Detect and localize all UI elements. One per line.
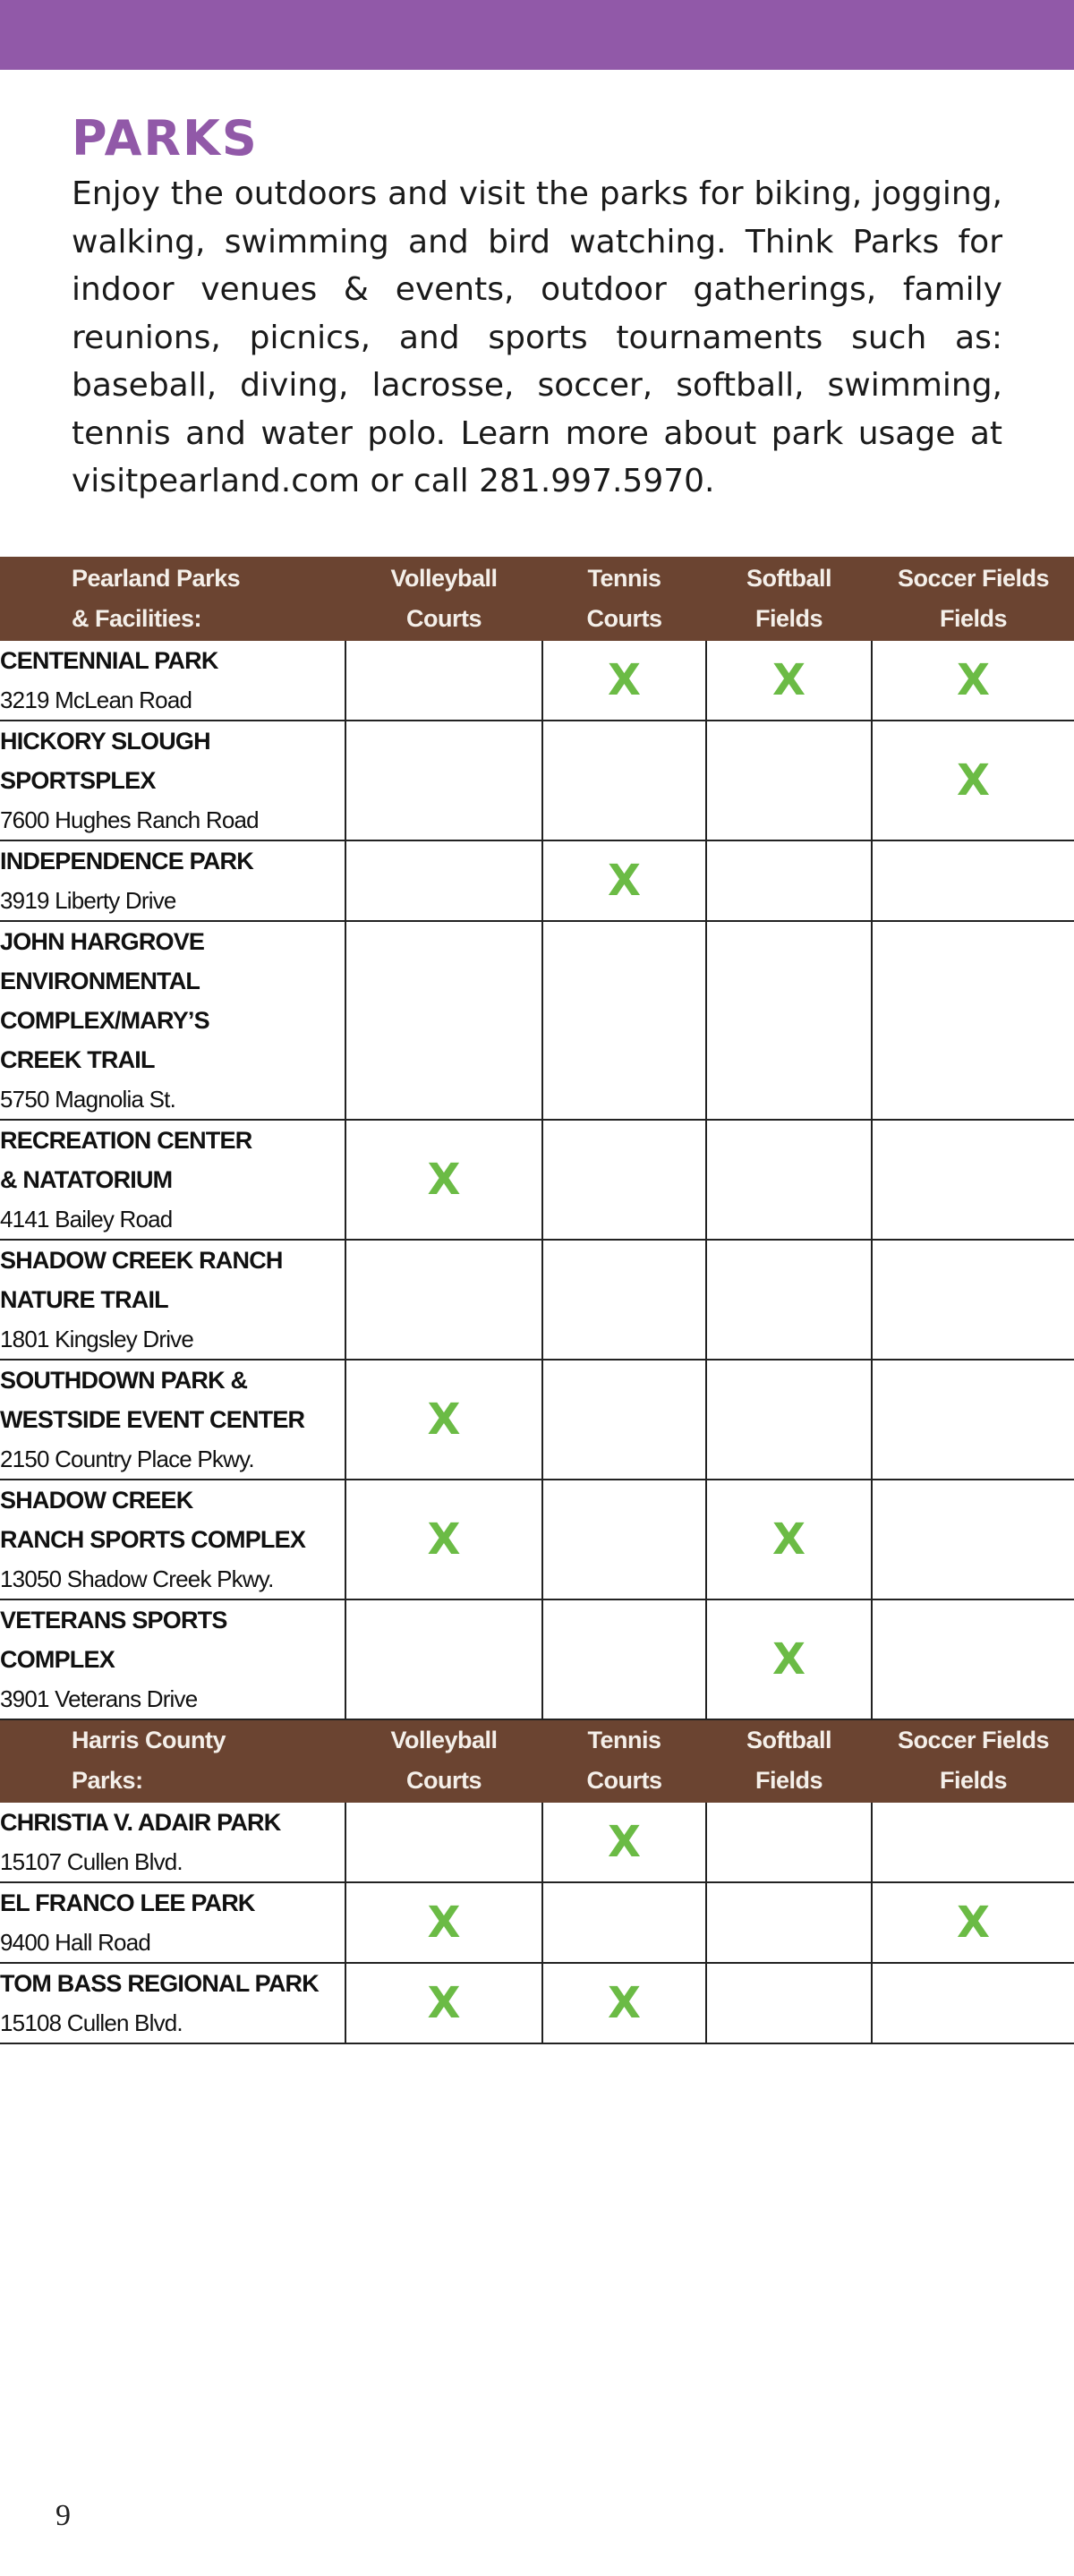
group-heading xyxy=(0,1719,345,1802)
park-row xyxy=(0,1480,1074,1599)
group-heading-line1: Harris County xyxy=(72,1727,226,1753)
park-row xyxy=(0,921,1074,1120)
column-header-line2: Fields xyxy=(754,1767,823,1794)
column-header-line1: Volleyball xyxy=(390,1727,498,1753)
column-header-line1: Soccer Fields xyxy=(897,1727,1050,1753)
park-name: INDEPENDENCE PARK xyxy=(0,848,253,874)
column-header-line2: Fields xyxy=(754,605,823,632)
column-header xyxy=(345,1719,542,1802)
park-address: 1801 Kingsley Drive xyxy=(0,1326,194,1352)
facility-check-mark: X xyxy=(427,1155,461,1205)
facility-cell xyxy=(542,1360,706,1480)
facility-cell xyxy=(345,1802,542,1882)
top-color-bar xyxy=(0,0,1074,70)
column-header-line1: Soccer Fields xyxy=(897,565,1050,592)
park-cell xyxy=(0,721,345,840)
facility-cell xyxy=(542,921,706,1120)
column-header xyxy=(706,558,872,640)
park-row xyxy=(0,1120,1074,1240)
column-header xyxy=(542,558,706,640)
park-name: ENVIRONMENTAL xyxy=(0,968,200,994)
facility-check-mark: X xyxy=(427,1978,461,2028)
park-address: 15107 Cullen Blvd. xyxy=(0,1848,183,1875)
park-address: 15108 Cullen Blvd. xyxy=(0,2009,183,2036)
facility-cell xyxy=(872,1802,1074,1882)
park-address: 3901 Veterans Drive xyxy=(0,1685,198,1712)
facility-cell xyxy=(872,1120,1074,1240)
column-header xyxy=(872,1719,1074,1802)
facility-check-mark: X xyxy=(607,856,641,906)
park-address: 13050 Shadow Creek Pkwy. xyxy=(0,1565,274,1592)
park-address: 9400 Hall Road xyxy=(0,1929,151,1956)
facility-cell xyxy=(542,1240,706,1360)
facility-check-mark: X xyxy=(607,655,641,705)
group-heading xyxy=(0,558,345,640)
column-header-line2: Fields xyxy=(939,605,1008,632)
facility-cell xyxy=(872,840,1074,921)
park-address: 5750 Magnolia St. xyxy=(0,1086,175,1113)
column-header-line2: Courts xyxy=(586,605,662,632)
park-address: 3919 Liberty Drive xyxy=(0,887,176,914)
facility-cell xyxy=(542,721,706,840)
facility-cell xyxy=(542,840,706,921)
facility-cell xyxy=(706,1360,872,1480)
facility-cell xyxy=(542,1599,706,1719)
facility-cell xyxy=(345,640,542,721)
facility-check-mark: X xyxy=(427,1898,461,1948)
column-header-line1: Tennis xyxy=(587,1727,661,1753)
column-header-line2: Courts xyxy=(406,1767,482,1794)
facility-cell xyxy=(872,721,1074,840)
park-row xyxy=(0,1802,1074,1882)
park-row xyxy=(0,1360,1074,1480)
facility-cell xyxy=(542,1480,706,1599)
park-name: WESTSIDE EVENT CENTER xyxy=(0,1406,305,1433)
park-name: SHADOW CREEK RANCH xyxy=(0,1247,283,1274)
facility-cell xyxy=(345,1120,542,1240)
park-row xyxy=(0,1599,1074,1719)
column-header-line2: Fields xyxy=(939,1767,1008,1794)
park-name: SHADOW CREEK xyxy=(0,1487,193,1514)
park-name: CREEK TRAIL xyxy=(0,1046,155,1073)
park-cell xyxy=(0,1360,345,1480)
park-name: RANCH SPORTS COMPLEX xyxy=(0,1526,306,1553)
column-header xyxy=(872,558,1074,640)
facility-cell xyxy=(706,1480,872,1599)
park-row xyxy=(0,1882,1074,1963)
facility-cell xyxy=(345,1480,542,1599)
facility-check-mark: X xyxy=(956,1898,990,1948)
park-cell xyxy=(0,1963,345,2043)
column-header-line1: Softball xyxy=(746,565,831,592)
facility-check-mark: X xyxy=(956,655,990,705)
park-name: TOM BASS REGIONAL PARK xyxy=(0,1970,319,1997)
park-cell xyxy=(0,1599,345,1719)
facility-cell xyxy=(542,1120,706,1240)
facility-check-mark: X xyxy=(607,1817,641,1867)
column-header-line1: Volleyball xyxy=(390,565,498,592)
facility-cell xyxy=(345,1963,542,2043)
facility-cell xyxy=(706,1120,872,1240)
park-name: CHRISTIA V. ADAIR PARK xyxy=(0,1809,281,1836)
park-address: 2150 Country Place Pkwy. xyxy=(0,1446,254,1472)
column-header xyxy=(542,1719,706,1802)
park-name: VETERANS SPORTS COMPLEX xyxy=(0,1607,227,1673)
park-name: RECREATION CENTER xyxy=(0,1127,252,1154)
park-cell xyxy=(0,1240,345,1360)
facility-cell xyxy=(872,1599,1074,1719)
facility-check-mark: X xyxy=(771,655,806,705)
park-row xyxy=(0,1963,1074,2043)
facility-cell xyxy=(345,1599,542,1719)
facility-cell xyxy=(345,1360,542,1480)
facility-cell xyxy=(706,721,872,840)
facility-cell xyxy=(542,1882,706,1963)
facility-cell xyxy=(872,1480,1074,1599)
park-cell xyxy=(0,1480,345,1599)
park-address: 3219 McLean Road xyxy=(0,687,192,713)
park-address: 7600 Hughes Ranch Road xyxy=(0,806,259,833)
park-name: COMPLEX/MARY’S xyxy=(0,1007,209,1034)
column-header xyxy=(345,558,542,640)
park-name: NATURE TRAIL xyxy=(0,1286,168,1313)
facility-cell xyxy=(872,1963,1074,2043)
park-name: HICKORY SLOUGH SPORTSPLEX xyxy=(0,728,210,794)
column-header-line2: Courts xyxy=(406,605,482,632)
facility-cell xyxy=(345,721,542,840)
group-heading-line1: Pearland Parks xyxy=(72,565,241,592)
park-name: & NATATORIUM xyxy=(0,1166,173,1193)
column-header-line2: Courts xyxy=(586,1767,662,1794)
facility-cell xyxy=(345,1882,542,1963)
intro-paragraph: Enjoy the outdoors and visit the parks for biking, jogging, walking, swimming and bird watching. Think Parks for indoor venues & events, outdoor gatherings, family reunions, picnics, and sports tournaments such as: baseball, diving, lacrosse, soccer, softball, swimming, tennis and water polo. Learn more about park usage at visitpearland.com or call 281.997.5970. xyxy=(72,175,1002,499)
facility-cell xyxy=(542,1802,706,1882)
facility-check-mark: X xyxy=(771,1514,806,1565)
facility-cell xyxy=(706,840,872,921)
facility-cell xyxy=(542,640,706,721)
park-row xyxy=(0,840,1074,921)
park-cell xyxy=(0,1802,345,1882)
park-cell xyxy=(0,1120,345,1240)
facility-cell xyxy=(872,640,1074,721)
facility-check-mark: X xyxy=(771,1634,806,1685)
page-title: PARKS xyxy=(72,110,259,166)
park-name: SOUTHDOWN PARK & xyxy=(0,1367,248,1394)
column-header-line1: Tennis xyxy=(587,565,661,592)
facility-cell xyxy=(706,921,872,1120)
park-cell xyxy=(0,1882,345,1963)
park-row xyxy=(0,721,1074,840)
facility-cell xyxy=(706,1240,872,1360)
facility-check-mark: X xyxy=(427,1395,461,1445)
park-address: 4141 Bailey Road xyxy=(0,1206,173,1233)
park-row xyxy=(0,640,1074,721)
park-cell xyxy=(0,921,345,1120)
facility-cell xyxy=(345,840,542,921)
column-header xyxy=(706,1719,872,1802)
column-header-line1: Softball xyxy=(746,1727,831,1753)
group-header-row xyxy=(0,1719,1074,1802)
park-row xyxy=(0,1240,1074,1360)
park-cell xyxy=(0,840,345,921)
facility-cell xyxy=(706,1882,872,1963)
facility-cell xyxy=(872,921,1074,1120)
park-cell xyxy=(0,640,345,721)
parks-facilities-table xyxy=(0,557,1074,2044)
group-heading-line2: Parks: xyxy=(72,1767,143,1794)
facility-cell xyxy=(872,1240,1074,1360)
park-name: CENTENNIAL PARK xyxy=(0,647,218,674)
facility-cell xyxy=(345,1240,542,1360)
facility-cell xyxy=(872,1360,1074,1480)
facility-check-mark: X xyxy=(607,1978,641,2028)
facility-check-mark: X xyxy=(956,755,990,806)
group-header-row xyxy=(0,558,1074,640)
facility-cell xyxy=(706,1802,872,1882)
facility-cell xyxy=(542,1963,706,2043)
facility-cell xyxy=(872,1882,1074,1963)
group-heading-line2: & Facilities: xyxy=(72,605,202,632)
facility-cell xyxy=(706,1599,872,1719)
facility-cell xyxy=(706,640,872,721)
facility-cell xyxy=(706,1963,872,2043)
page-number: 9 xyxy=(55,2499,71,2532)
table-body xyxy=(0,558,1074,2043)
facility-check-mark: X xyxy=(427,1514,461,1565)
facility-cell xyxy=(345,921,542,1120)
park-name: JOHN HARGROVE xyxy=(0,928,205,955)
park-name: EL FRANCO LEE PARK xyxy=(0,1889,255,1916)
